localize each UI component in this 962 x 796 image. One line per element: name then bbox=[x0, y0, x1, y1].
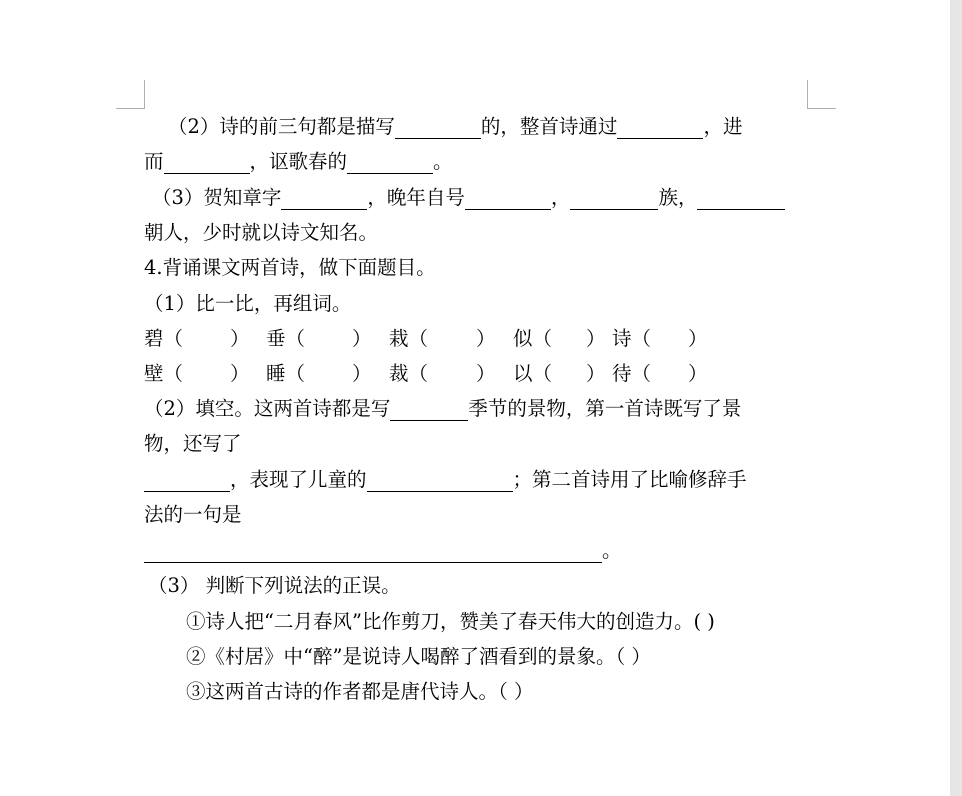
q4-part2-line3 bbox=[144, 463, 747, 497]
word-pair-close: ） bbox=[586, 327, 606, 350]
text: （2）填空。这两首诗都是写 bbox=[144, 397, 391, 420]
answer-blank[interactable] bbox=[281, 187, 367, 210]
q4-part2-line5 bbox=[144, 534, 622, 568]
text: ， bbox=[550, 186, 571, 209]
text: 而 bbox=[144, 150, 164, 173]
word-pair-char: 待（ bbox=[612, 362, 652, 385]
q4-part2-line4: 法的一句是 bbox=[144, 503, 242, 526]
page-margin-corner-right bbox=[807, 80, 836, 109]
q3-part3-line1 bbox=[152, 181, 785, 215]
text: 。 bbox=[433, 150, 453, 173]
judge-item-3: ③这两首古诗的作者都是唐代诗人。（ ） bbox=[186, 680, 534, 703]
page-margin-corner-left bbox=[116, 80, 145, 109]
answer-blank[interactable] bbox=[367, 469, 513, 492]
word-pair-char: 裁（ bbox=[389, 362, 429, 385]
q4-part1-title: （1）比一比，再组词。 bbox=[144, 292, 352, 315]
word-pair-close: ） bbox=[688, 327, 708, 350]
text: ，进 bbox=[703, 115, 743, 138]
word-pair-char: 栽（ bbox=[389, 327, 429, 350]
word-pair-char: 似（ bbox=[513, 327, 553, 350]
answer-blank[interactable] bbox=[395, 116, 481, 139]
word-pair-close: ） bbox=[352, 362, 372, 385]
text: （3）贺知章字 bbox=[152, 186, 282, 209]
q4-title: 4.背诵课文两首诗，做下面题目。 bbox=[144, 256, 436, 279]
answer-blank[interactable] bbox=[465, 187, 551, 210]
answer-blank[interactable] bbox=[697, 187, 785, 210]
answer-blank-long[interactable] bbox=[144, 540, 602, 563]
text: （2）诗的前三句都是描写 bbox=[168, 115, 395, 138]
word-pair-close: ） bbox=[230, 327, 250, 350]
q4-part2-line1 bbox=[144, 392, 741, 426]
q3-part3-line2: 朝人，少时就以诗文知名。 bbox=[144, 221, 379, 244]
answer-blank[interactable] bbox=[164, 151, 250, 174]
word-pair-char: 壁（ bbox=[144, 362, 184, 385]
text: ，表现了儿童的 bbox=[230, 468, 367, 491]
word-pair-char: 垂（ bbox=[266, 327, 306, 350]
answer-blank[interactable] bbox=[570, 187, 658, 210]
text: 族， bbox=[658, 186, 698, 209]
answer-blank[interactable] bbox=[617, 116, 703, 139]
vertical-scrollbar[interactable] bbox=[950, 0, 962, 796]
word-pair-close: ） bbox=[586, 362, 606, 385]
answer-blank[interactable] bbox=[144, 469, 230, 492]
word-pair-char: 诗（ bbox=[612, 327, 652, 350]
word-pair-close: ） bbox=[688, 362, 708, 385]
word-pair-char: 碧（ bbox=[144, 327, 184, 350]
text: ；第二首诗用了比喻修辞手 bbox=[512, 468, 747, 491]
judge-item-2: ②《村居》中“醉”是说诗人喝醉了酒看到的景象。（ ） bbox=[186, 645, 651, 668]
text: 季节的景物，第一首诗既写了景 bbox=[468, 397, 742, 420]
word-pair-close: ） bbox=[476, 327, 496, 350]
answer-blank[interactable] bbox=[347, 151, 433, 174]
text: ，讴歌春的 bbox=[249, 150, 348, 173]
text: 。 bbox=[602, 539, 622, 562]
q3-part2-line1 bbox=[168, 110, 742, 144]
word-pair-close: ） bbox=[476, 362, 496, 385]
answer-blank[interactable] bbox=[390, 398, 468, 421]
word-pair-char: 以（ bbox=[513, 362, 553, 385]
text: 的，整首诗通过 bbox=[480, 115, 618, 138]
q4-part3-title: （3） 判断下列说法的正误。 bbox=[148, 574, 401, 597]
q3-part2-line2 bbox=[144, 145, 453, 179]
word-pair-close: ） bbox=[352, 327, 372, 350]
q4-part2-line2: 物，还写了 bbox=[144, 432, 242, 455]
text: ，晚年自号 bbox=[367, 186, 465, 209]
word-pair-close: ） bbox=[230, 362, 250, 385]
judge-item-1: ①诗人把“二月春风”比作剪刀，赞美了春天伟大的创造力。( ) bbox=[186, 610, 715, 633]
word-pair-char: 睡（ bbox=[266, 362, 306, 385]
